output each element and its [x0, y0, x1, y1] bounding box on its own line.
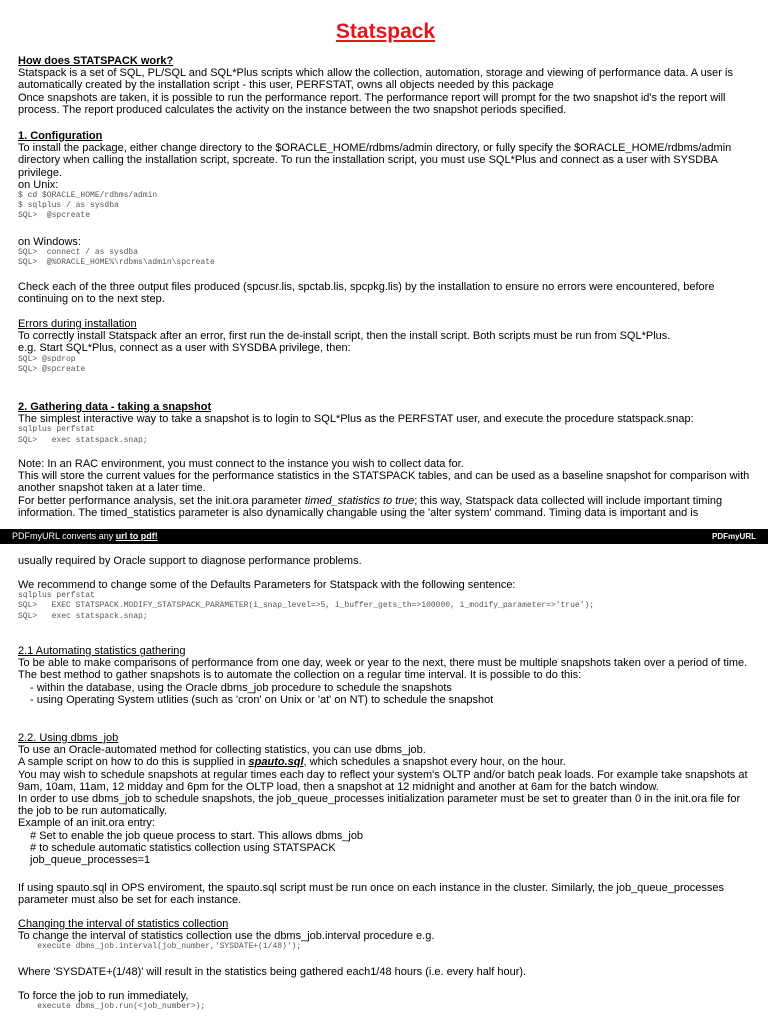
dbms-job-paragraph-1: To use an Oracle-automated method for collecting statistics, you can use dbms_job.: [18, 744, 426, 757]
init-ora-example-2: # to schedule automatic statistics collection using STATSPACK: [30, 841, 336, 854]
check-paragraph: Check each of the three output files produced (spcusr.lis, spctab.lis, spcpkg.lis) by the installation to ensure no errors were encountered, before continuing on to the next step.: [18, 281, 715, 306]
note-line-3-end: ; this way, Statspack data collected will include important timing information. The timed_statistics parameter is also dynamically changable using the 'alter system' command. Timing data is important and is: [18, 494, 723, 519]
note-line-3-start: For better performance analysis, set the init.ora parameter: [18, 494, 305, 507]
configuration-paragraph: To install the package, either change directory to the $ORACLE_HOME/rdbms/admin directory, or fully specify the $ORACLE_HOME/rdbms/admin directory when calling the installation script, spcreate. To run the installation script, you must use SQL*Plus and connect as a user with SYSDBA privilege.: [18, 142, 732, 179]
recommend-code-block: sqlplus perfstat SQL> EXEC STATSPACK.MODIFY_STATSPACK_PARAMETER(i_snap_level=>5, i_buffer_gets_th=>100000, i_modify_parameter=>'true'); SQL> exec statspack.snap;: [18, 591, 595, 621]
dbms-job-paragraph-2-start: A sample script on how to do this is supplied in: [18, 756, 249, 769]
gathering-heading: 2. Gathering data - taking a snapshot: [18, 401, 212, 413]
gathering-paragraph: The simplest interactive way to take a snapshot is to login to SQL*Plus as the PERFSTAT user, and execute the procedure statspack.snap:: [18, 413, 694, 426]
windows-section: [18, 236, 753, 269]
ops-paragraph: If using spauto.sql in OPS enviroment, the spauto.sql script must be run once on each instance in the cluster. Similarly, the job_queue_processes parameter must also be set for each instance.: [18, 882, 725, 907]
note-line-2: This will store the current values for the performance statistics in the STATSPACK tables, and can be used as a baseline snapshot for comparison with another snapshot taken at a later time.: [18, 470, 750, 495]
gathering-code-block: sqlplus perfstat SQL> exec statspack.snap;: [18, 425, 148, 445]
interval-code-block-1: execute dbms_job.interval(job_number,'SYSDATE+(1/48)');: [18, 942, 302, 952]
dbms-job-paragraph-4: In order to use dbms_job to schedule snapshots, the job_queue_processes initialization parameter must be set to greater than 0 in the init.ora file for the job to be run automatically.: [18, 793, 741, 818]
interval-code-block-2: execute dbms_job.run(<job_number>);: [18, 1002, 206, 1012]
note-line-1: Note: In an RAC environment, you must connect to the instance you wish to collect data for.: [18, 458, 464, 470]
unix-label: on Unix:: [18, 178, 59, 191]
errors-paragraph-2: e.g. Start SQL*Plus, connect as a user with SYSDBA privilege, then:: [18, 342, 351, 355]
dbms-job-heading: 2.2. Using dbms_job: [18, 732, 119, 744]
interval-heading: Changing the interval of statistics collection: [18, 918, 229, 930]
automating-list-item-1: - within the database, using the Oracle dbms_job procedure to schedule the snapshots: [30, 681, 452, 694]
interval-paragraph-2: Where 'SYSDATE+(1/48)' will result in the statistics being gathered each1/48 hours (i.e. every half hour).: [18, 966, 527, 978]
dbms-job-paragraph-2-end: , which schedules a snapshot every hour, on the hour.: [303, 756, 566, 769]
note-line-3: [18, 495, 753, 519]
url-to-pdf-link[interactable]: url to pdf: [115, 531, 155, 541]
interval-section: [18, 918, 753, 953]
dbms-job-paragraph-2: [18, 756, 753, 768]
intro-heading: How does STATSPACK work?: [18, 55, 174, 67]
pdfmyurl-banner-text: [12, 529, 158, 544]
configuration-section: [18, 130, 753, 222]
automating-section: [18, 645, 753, 706]
errors-heading: Errors during installation: [18, 318, 137, 330]
unix-code-block: $ cd $ORACLE_HOME/rdbms/admin $ sqlplus / as sysdba SQL> @spcreate: [18, 191, 158, 221]
note-continued: usually required by Oracle support to diagnose performance problems.: [18, 555, 362, 567]
windows-code-block: SQL> connect / as sysdba SQL> @%ORACLE_HOME%\rdbms\admin\spcreate: [18, 248, 215, 268]
errors-section: [18, 318, 753, 375]
automating-paragraph-1: To be able to make comparisons of performance from one day, week or year to the next, there must be multiple snapshots taken over a period of time.: [18, 657, 748, 670]
pdfmyurl-banner: [0, 529, 768, 544]
intro-section: [18, 55, 753, 116]
errors-paragraph-1: To correctly install Statspack after an error, first run the de-install script, then the install script. Both scripts must be run from SQL*Plus.: [18, 330, 671, 343]
spauto-link[interactable]: spauto.sql: [248, 756, 304, 769]
interval-paragraph-1: To change the interval of statistics collection use the dbms_job.interval procedure e.g.: [18, 930, 435, 943]
automating-heading: 2.1 Automating statistics gathering: [18, 645, 186, 657]
intro-paragraph-2: Once snapshots are taken, it is possible to run the performance report. The performance report will prompt for the two snapshot id's the report will process. The report produced calculates the activity on the instance between the two snapshot periods specified.: [18, 91, 726, 116]
recommend-paragraph: We recommend to change some of the Defaults Parameters for Statspack with the following sentence:: [18, 579, 516, 591]
intro-paragraph-1: Statspack is a set of SQL, PL/SQL and SQL*Plus scripts which allow the collection, automation, storage and viewing of performance data. A user is automatically created by the installation script - this user, PERFSTAT, owns all objects needed by this package: [18, 67, 733, 92]
dbms-job-section: [18, 732, 753, 866]
errors-code-block: SQL> @spdrop SQL> @spcreate: [18, 354, 86, 374]
windows-label: on Windows:: [18, 236, 81, 248]
automating-list-item-2: - using Operating System utlities (such as 'cron' on Unix or 'at' on NT) to schedule the snapshot: [30, 693, 494, 706]
timed-statistics-emphasis: timed_statistics to true: [304, 494, 415, 507]
configuration-heading: 1. Configuration: [18, 130, 103, 142]
page-title: Statspack: [335, 20, 436, 43]
recommend-section: [18, 579, 753, 622]
force-run-section: [18, 990, 753, 1012]
dbms-job-paragraph-5: Example of an init.ora entry:: [18, 817, 155, 830]
init-ora-example-3: job_queue_processes=1: [30, 854, 151, 867]
automating-paragraph-2: The best method to gather snapshots is to automate the collection on a regular time interval. It is possible to do this:: [18, 669, 582, 682]
dbms-job-paragraph-3: You may wish to schedule snapshots at regular times each day to reflect your system's OLTP and/or batch peak loads. For example take snapshots at 9am, 10am, 11am, 12 midday and 6pm for the OLTP load, then a snapshot at 12 midnight and another at 6am for the batch window.: [18, 768, 748, 793]
init-ora-example-1: # Set to enable the job queue process to start. This allows dbms_job: [30, 829, 364, 842]
note-section: [18, 458, 753, 519]
interval-paragraph-3: To force the job to run immediately,: [18, 990, 189, 1002]
pdfmyurl-logo[interactable]: PDFmyURL: [711, 532, 756, 541]
gathering-section: [18, 401, 753, 446]
pdfmyurl-bang: !: [154, 531, 158, 541]
pdfmyurl-text: PDFmyURL converts any: [12, 531, 116, 541]
